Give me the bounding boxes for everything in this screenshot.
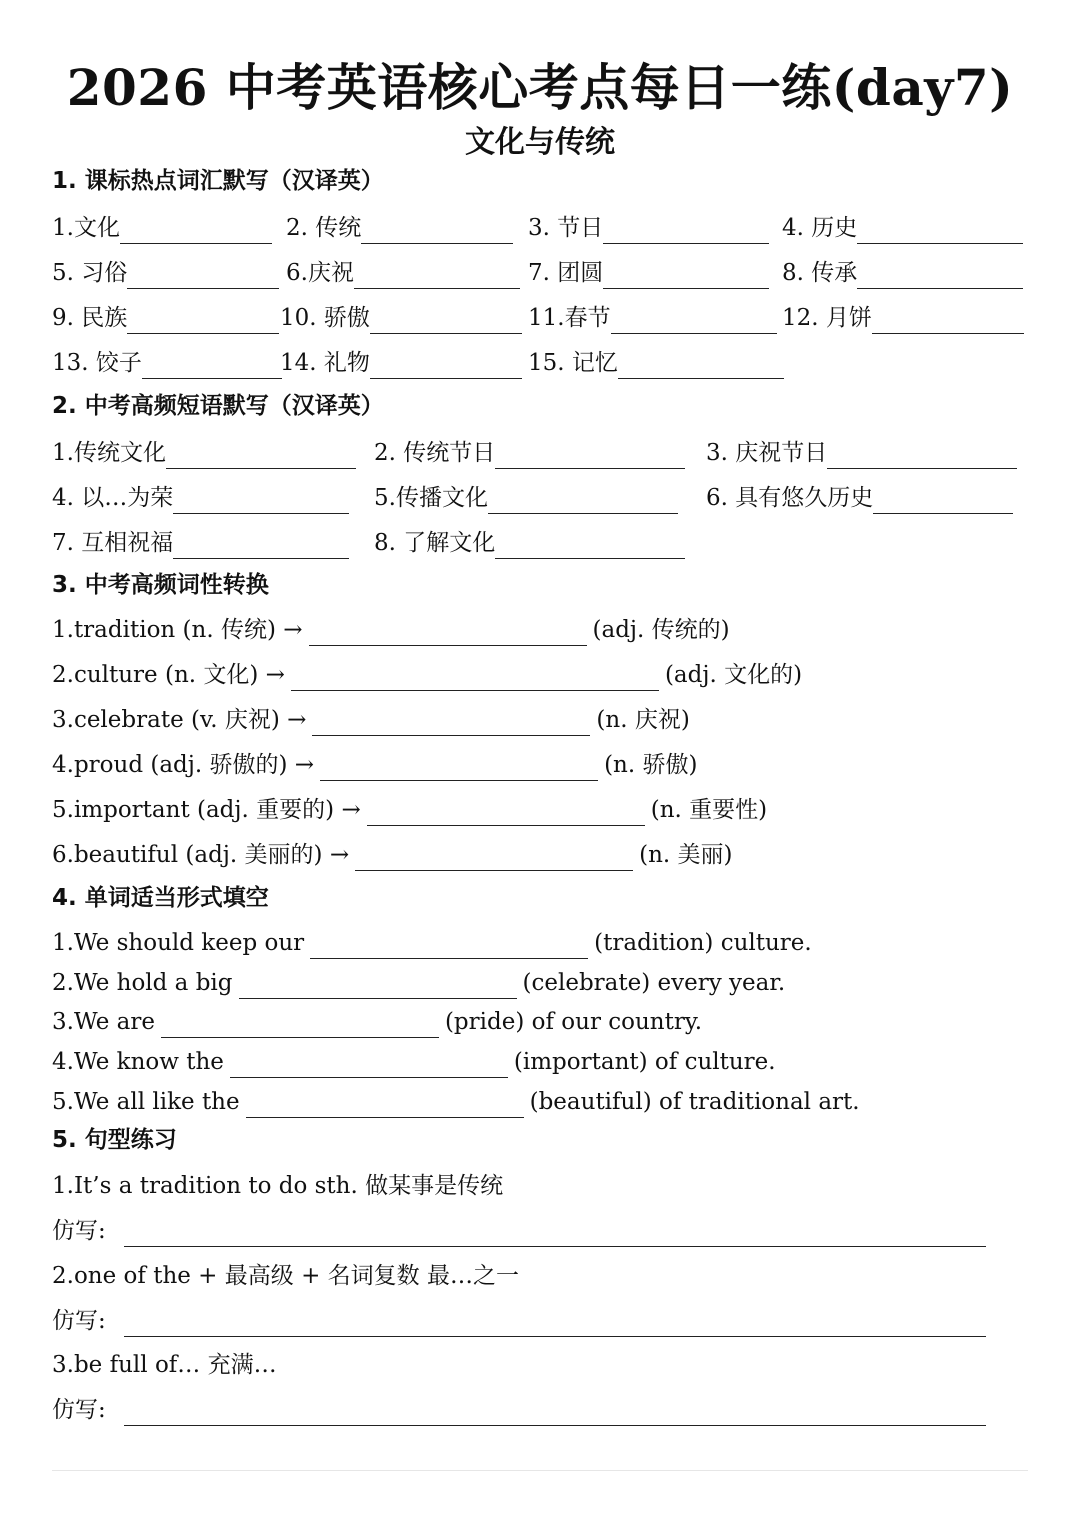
vocab-label: 10. 骄傲	[280, 305, 370, 331]
section-2-heading: 2. 中考高频短语默写（汉译英）	[52, 393, 384, 419]
pattern-prompt	[52, 1258, 519, 1294]
vocab-label: 3. 节日	[528, 215, 604, 241]
vocab-label: 15. 记忆	[528, 350, 618, 376]
fill-prompt: 1.We should keep our	[52, 930, 305, 956]
fill-hint: (celebrate) every year.	[522, 970, 786, 996]
conversion-hint: (adj. 文化的)	[664, 662, 803, 688]
conversion-blank[interactable]	[320, 754, 598, 781]
conversion-blank[interactable]	[367, 799, 645, 826]
fill-hint: (pride) of our country.	[444, 1009, 703, 1035]
phrase-blank[interactable]	[827, 442, 1017, 469]
vocab-blank[interactable]	[370, 352, 522, 379]
vocab-label: 4. 历史	[782, 215, 858, 241]
fill-prompt: 2.We hold a big	[52, 970, 233, 996]
section-4-heading: 4. 单词适当形式填空	[52, 885, 269, 911]
conversion-prompt: 2.culture (n. 文化) →	[52, 662, 285, 688]
vocab-blank[interactable]	[370, 307, 522, 334]
practice-blank[interactable]	[124, 1399, 986, 1426]
fill-prompt: 3.We are	[52, 1009, 155, 1035]
fill-blank[interactable]	[161, 1011, 439, 1038]
practice-row	[52, 1392, 992, 1428]
vocab-blank[interactable]	[603, 262, 769, 289]
vocab-label: 2. 传统	[286, 215, 362, 241]
vocab-label: 12. 月饼	[782, 305, 872, 331]
pattern-prompt	[52, 1168, 503, 1204]
fill-prompt: 4.We know the	[52, 1049, 224, 1075]
fill-row	[52, 1044, 776, 1080]
fill-hint: (beautiful) of traditional art.	[529, 1089, 860, 1115]
conversion-row	[52, 702, 690, 738]
conversion-prompt: 3.celebrate (v. 庆祝) →	[52, 707, 307, 733]
phrase-label: 1.传统文化	[52, 440, 166, 466]
conversion-blank[interactable]	[312, 709, 590, 736]
conversion-row	[52, 657, 802, 693]
conversion-row	[52, 792, 767, 828]
conversion-hint: (n. 骄傲)	[604, 752, 698, 778]
page-title: 2026 中考英语核心考点每日一练(day7)	[66, 58, 1014, 117]
vocab-blank[interactable]	[142, 352, 282, 379]
vocab-blank[interactable]	[127, 262, 279, 289]
fill-row	[52, 1084, 860, 1120]
conversion-hint: (adj. 传统的)	[592, 617, 730, 643]
vocab-label: 14. 礼物	[280, 350, 370, 376]
conversion-prompt: 5.important (adj. 重要的) →	[52, 797, 361, 823]
practice-blank[interactable]	[124, 1220, 986, 1247]
vocab-blank[interactable]	[618, 352, 784, 379]
vocab-label: 9. 民族	[52, 305, 128, 331]
phrase-label: 4. 以…为荣	[52, 485, 174, 511]
phrase-blank[interactable]	[873, 487, 1013, 514]
vocab-blank[interactable]	[603, 217, 769, 244]
vocab-blank[interactable]	[857, 262, 1023, 289]
fill-row	[52, 925, 812, 961]
fill-row	[52, 965, 785, 1001]
conversion-row	[52, 747, 697, 783]
phrase-blank[interactable]	[488, 487, 678, 514]
vocab-label: 8. 传承	[782, 260, 858, 286]
vocab-label: 5. 习俗	[52, 260, 128, 286]
conversion-prompt: 1.tradition (n. 传统) →	[52, 617, 303, 643]
fill-blank[interactable]	[246, 1091, 524, 1118]
practice-label: 仿写:	[52, 1308, 106, 1334]
phrase-blank[interactable]	[173, 487, 349, 514]
vocab-blank[interactable]	[611, 307, 777, 334]
fill-hint: (tradition) culture.	[594, 930, 812, 956]
footer-divider	[52, 1470, 1028, 1471]
pattern-text: 2.one of the + 最高级 + 名词复数 最…之一	[52, 1263, 519, 1289]
phrase-blank[interactable]	[173, 532, 349, 559]
conversion-blank[interactable]	[291, 664, 659, 691]
vocab-label: 11.春节	[528, 305, 611, 331]
vocab-blank[interactable]	[857, 217, 1023, 244]
phrase-label: 2. 传统节日	[374, 440, 496, 466]
vocab-label: 7. 团圆	[528, 260, 604, 286]
practice-label: 仿写:	[52, 1397, 106, 1423]
section-5-heading: 5. 句型练习	[52, 1127, 177, 1153]
conversion-blank[interactable]	[309, 619, 587, 646]
vocab-blank[interactable]	[127, 307, 279, 334]
conversion-row	[52, 837, 733, 873]
phrase-label: 3. 庆祝节日	[706, 440, 828, 466]
vocab-blank[interactable]	[872, 307, 1024, 334]
phrase-label: 6. 具有悠久历史	[706, 485, 874, 511]
pattern-text: 1.It’s a tradition to do sth. 做某事是传统	[52, 1173, 504, 1199]
fill-blank[interactable]	[310, 932, 588, 959]
fill-blank[interactable]	[239, 972, 517, 999]
conversion-hint: (n. 庆祝)	[596, 707, 690, 733]
phrase-label: 8. 了解文化	[374, 530, 496, 556]
fill-hint: (important) of culture.	[513, 1049, 776, 1075]
practice-label: 仿写:	[52, 1218, 106, 1244]
vocab-label: 6.庆祝	[286, 260, 354, 286]
fill-prompt: 5.We all like the	[52, 1089, 240, 1115]
conversion-blank[interactable]	[355, 844, 633, 871]
vocab-blank[interactable]	[354, 262, 520, 289]
pattern-text: 3.be full of… 充满…	[52, 1352, 277, 1378]
practice-row	[52, 1213, 992, 1249]
phrase-blank[interactable]	[495, 442, 685, 469]
vocab-label: 1.文化	[52, 215, 120, 241]
section-3-heading: 3. 中考高频词性转换	[52, 572, 269, 598]
conversion-hint: (n. 美丽)	[639, 842, 733, 868]
phrase-label: 5.传播文化	[374, 485, 488, 511]
fill-row	[52, 1004, 702, 1040]
phrase-blank[interactable]	[495, 532, 685, 559]
conversion-hint: (n. 重要性)	[650, 797, 768, 823]
practice-blank[interactable]	[124, 1310, 986, 1337]
page-subtitle: 文化与传统	[465, 125, 615, 160]
conversion-prompt: 6.beautiful (adj. 美丽的) →	[52, 842, 350, 868]
vocab-label: 13. 饺子	[52, 350, 142, 376]
practice-row	[52, 1303, 992, 1339]
fill-blank[interactable]	[230, 1051, 508, 1078]
conversion-prompt: 4.proud (adj. 骄傲的) →	[52, 752, 315, 778]
vocab-blank[interactable]	[120, 217, 272, 244]
section-1-heading: 1. 课标热点词汇默写（汉译英）	[52, 168, 384, 194]
vocab-blank[interactable]	[361, 217, 513, 244]
phrase-label: 7. 互相祝福	[52, 530, 174, 556]
pattern-prompt	[52, 1347, 277, 1383]
conversion-row	[52, 612, 730, 648]
phrase-blank[interactable]	[166, 442, 356, 469]
